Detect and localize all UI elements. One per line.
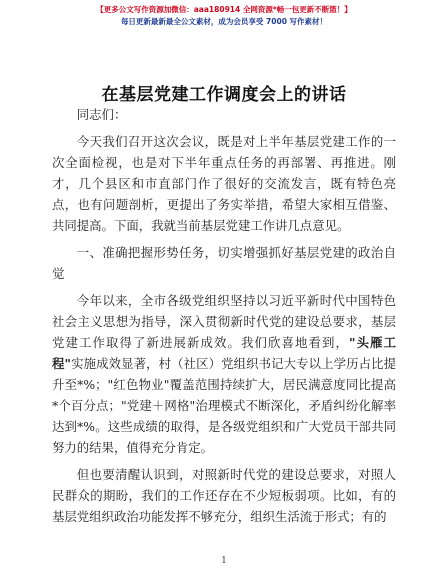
highlight-touyan: "头雁工程" xyxy=(52,335,396,371)
highlight-hongse: "红色物业" xyxy=(107,377,170,392)
promo-banner-line1: 【更多公文写作资源加微信：aaa180914 全网资源*畅一包更新不断篮！】 xyxy=(96,5,352,14)
section-heading-1: 一、准确把握形势任务，切实增强抓好基层党建的政治自觉 xyxy=(52,245,396,281)
promo-banner xyxy=(0,4,448,28)
para2-text-c: 实施成效显著，村（社区）党组织书记大专以上学历占比提升至*%； xyxy=(52,356,396,392)
salutation: 同志们： xyxy=(76,107,127,122)
document-title: 在基层党建工作调度会上的讲话 xyxy=(101,85,347,105)
paragraph-shortcomings: 但也要清醒认识到，对照新时代党的建设总要求，对照人民群众的期盼，我们的工作还存在不少短板弱项。比如，有的基层党组织政治功能发挥不够充分，组织生活流于形式；有的 xyxy=(52,467,396,524)
para2-text-g: 治理模式不断深化，矛盾纠纷化解率达到*%。这些成绩的取得，是各级党组织和广大党员干部共同努力的结果，值得充分肯定。 xyxy=(52,398,396,455)
highlight-wangge: "党建＋网格" xyxy=(120,398,196,413)
para2-text-a: 今年以来，全市各级党组织坚持以习近平新时代中国特色社会主义思想为指导，深入贯彻新时代党的建设总要求，基层党建工作取得了新进展新成效。我们欣喜地看到， xyxy=(52,293,396,350)
document-body xyxy=(52,104,396,533)
para2-text-e: 覆盖范围持续扩大，居民满意度同比提高*个百分点； xyxy=(52,377,396,413)
paragraph-achievements xyxy=(52,290,396,458)
promo-banner-line2: 每日更新最新最全公文素材，成为会员享受 7000 写作素材！ xyxy=(120,17,328,26)
page-number: 1 xyxy=(221,556,227,566)
paragraph-intro: 今天我们召开这次会议，既是对上半年基层党建工作的一次全面检视，也是对下半年重点任务的再部署、再推进。刚才，几个县区和市直部门作了很好的交流发言，既有特色亮点，也有问题剖析，更提出了务实举措，希望大家相互借鉴、共同提高。下面，我就当前基层党建工作讲几点意见。 xyxy=(52,134,396,233)
